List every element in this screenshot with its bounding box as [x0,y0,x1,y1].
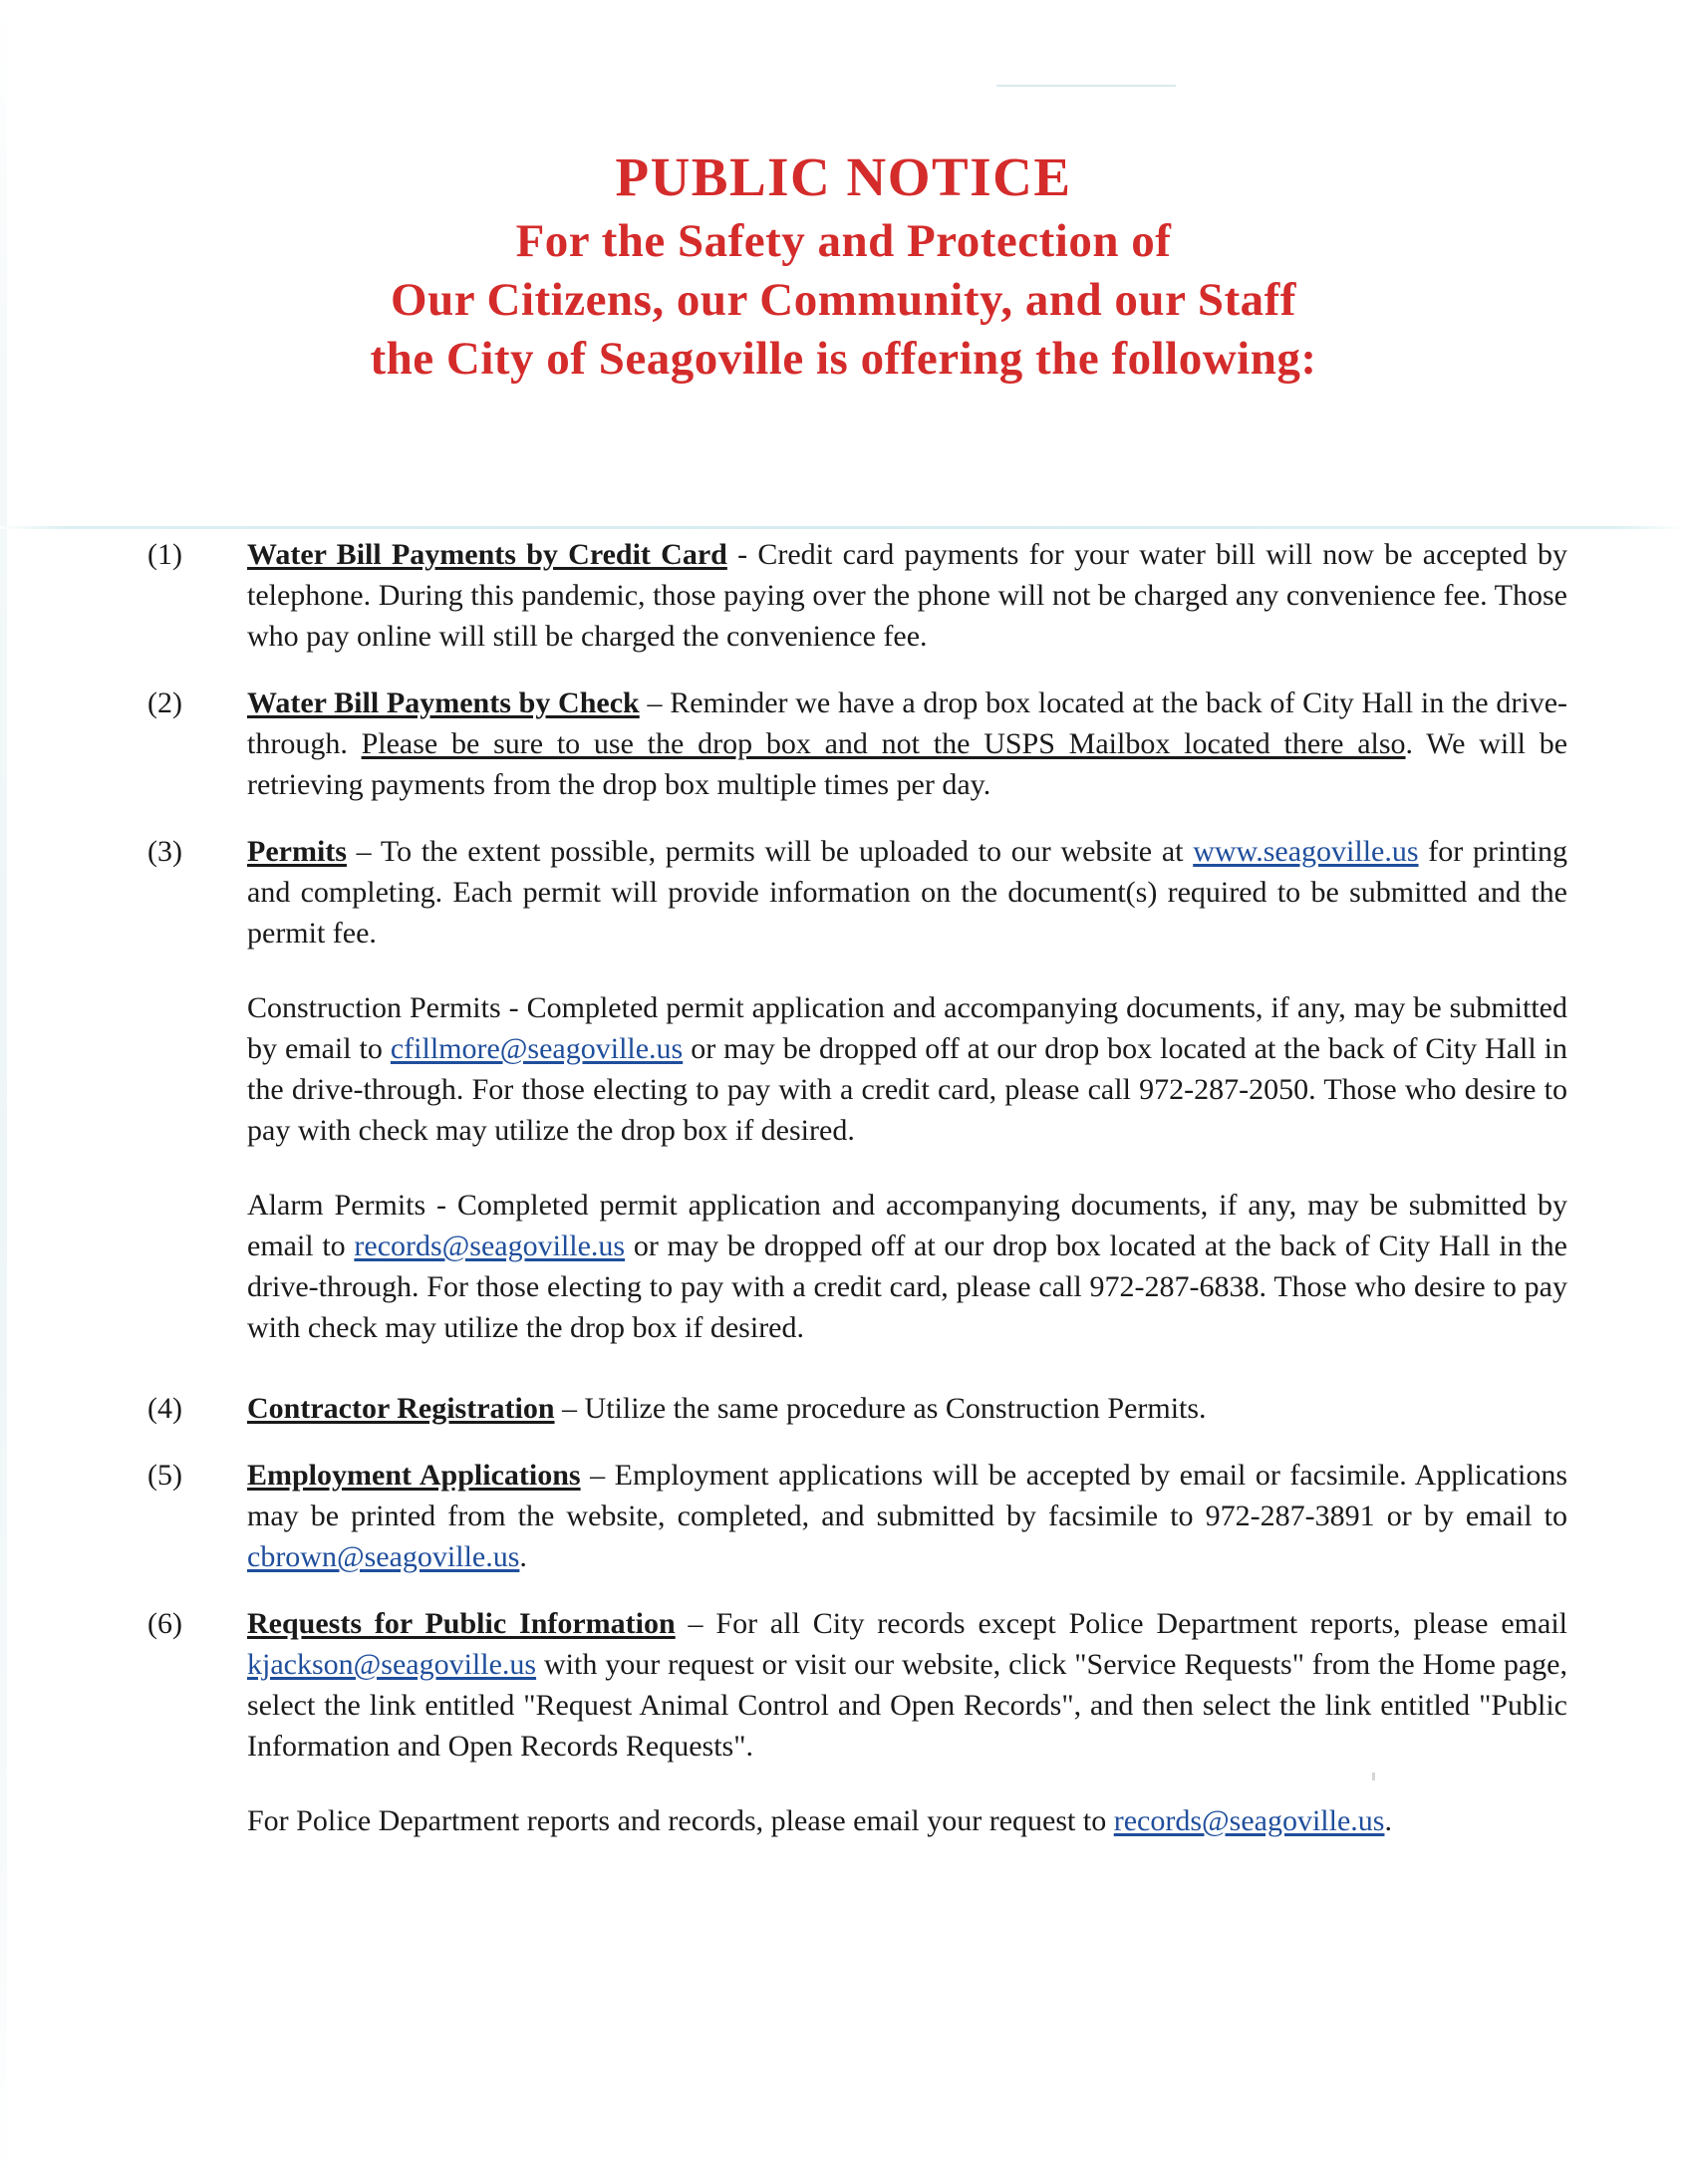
item-lead-5: Employment Applications [247,1459,581,1492]
item-body-text-4: – Utilize the same procedure as Construction Permits. [554,1392,1207,1425]
item-text-1 [247,534,1567,657]
item-body-text-6b: with your request or visit our website, click "Service Requests" from the Home page, select the link entitled "Request Animal Control and Open Records", and then select the link entitled "Public Information and Open Records Requests". [247,1648,1567,1763]
item-body-text-1: - Credit card payments for your water bill will now be accepted by telephone. During this pandemic, those paying over the phone will not be charged any convenience fee. Those who pay online will still be charged the convenience fee. [247,538,1567,653]
item-number-2: (2) [147,686,182,719]
notice-item-6 [0,1603,1687,1841]
notice-item-3 [0,831,1687,1348]
item-body-text-5a: – Employment applications will be accepted by email or facsimile. Applications may be printed from the website, completed, and submitted by facsimile to 972-287-3891 or by email to [247,1459,1567,1532]
alarm-permits-paragraph [247,1185,1567,1348]
item-text-6 [247,1603,1567,1841]
notice-item-1 [0,534,1687,657]
construction-text-b: or may be dropped off at our drop box located at the back of City Hall in the drive-through. For those electing to pay with a credit card, please call 972-287-2050. Those who desire to pay with check may utilize the drop box if desired. [247,1032,1567,1147]
item-lead-6: Requests for Public Information [247,1607,676,1640]
notice-body [0,534,1687,1857]
link-email-records-alarm[interactable]: records@seagoville.us [354,1229,626,1262]
item-lead-1: Water Bill Payments by Credit Card [247,538,727,571]
item-body-text-2b: . We will be retrieving payments from the drop box multiple times per day. [247,727,1568,801]
item-text-5 [247,1455,1567,1577]
item-lead-2: Water Bill Payments by Check [247,686,640,719]
notice-item-5 [0,1455,1687,1577]
link-email-cfillmore[interactable]: cfillmore@seagoville.us [390,1032,684,1065]
item-body-text-2a: – Reminder we have a drop box located at the back of City Hall in the drive-through. [247,686,1567,760]
construction-permits-paragraph [247,987,1567,1151]
alarm-text-b: or may be dropped off at our drop box located at the back of City Hall in the drive-through. For those electing to pay with a credit card, please call 972-287-6838. Those who desire to pay with check may utilize the drop box if desired. [247,1229,1567,1344]
police-text-b: . [1384,1804,1392,1837]
link-city-website[interactable]: www.seagoville.us [1193,835,1419,868]
heading-line-1: PUBLIC NOTICE [615,146,1072,207]
police-text-a: For Police Department reports and records, please email your request to [247,1804,1114,1837]
item-body-text-3b: for printing and completing. Each permit will provide information on the document(s) required to be submitted and the permit fee. [247,835,1567,950]
item-number-1: (1) [147,538,182,571]
item-underlined-sentence-2: Please be sure to use the drop box and not the USPS Mailbox located there also [361,727,1406,760]
police-records-paragraph [247,1800,1567,1841]
heading-line-3: Our Citizens, our Community, and our Staff [391,274,1296,326]
item-text-3 [247,831,1567,1348]
notice-item-2 [0,682,1687,805]
item-lead-4: Contractor Registration [247,1392,555,1425]
heading-line-2: For the Safety and Protection of [515,215,1172,267]
heading-line-4: the City of Seagoville is offering the following: [370,333,1317,385]
construction-text-a: Construction Permits - Completed permit application and accompanying documents, if any, may be submitted by email to [247,991,1567,1065]
notice-heading [0,146,1687,395]
item-text-4 [247,1388,1567,1429]
item-body-text-3a: – To the extent possible, permits will be uploaded to our website at [346,835,1194,868]
link-email-records-police[interactable]: records@seagoville.us [1113,1804,1385,1837]
item-body-text-6a: – For all City records except Police Department reports, please email [675,1607,1567,1640]
item-text-2 [247,682,1567,805]
item-lead-3: Permits [247,835,347,868]
item-body-text-5b: . [519,1540,527,1573]
notice-item-4 [0,1388,1687,1429]
link-email-kjackson[interactable]: kjackson@seagoville.us [247,1648,537,1681]
scan-artifact-line-top [996,85,1176,87]
alarm-text-a: Alarm Permits - Completed permit application and accompanying documents, if any, may be submitted by email to [247,1189,1567,1262]
link-email-cbrown[interactable]: cbrown@seagoville.us [247,1540,520,1573]
item-number-3: (3) [147,835,182,868]
item-number-4: (4) [147,1392,182,1425]
item-number-5: (5) [147,1459,182,1492]
item-number-6: (6) [147,1607,182,1640]
scan-artifact-line-body [0,526,1687,529]
